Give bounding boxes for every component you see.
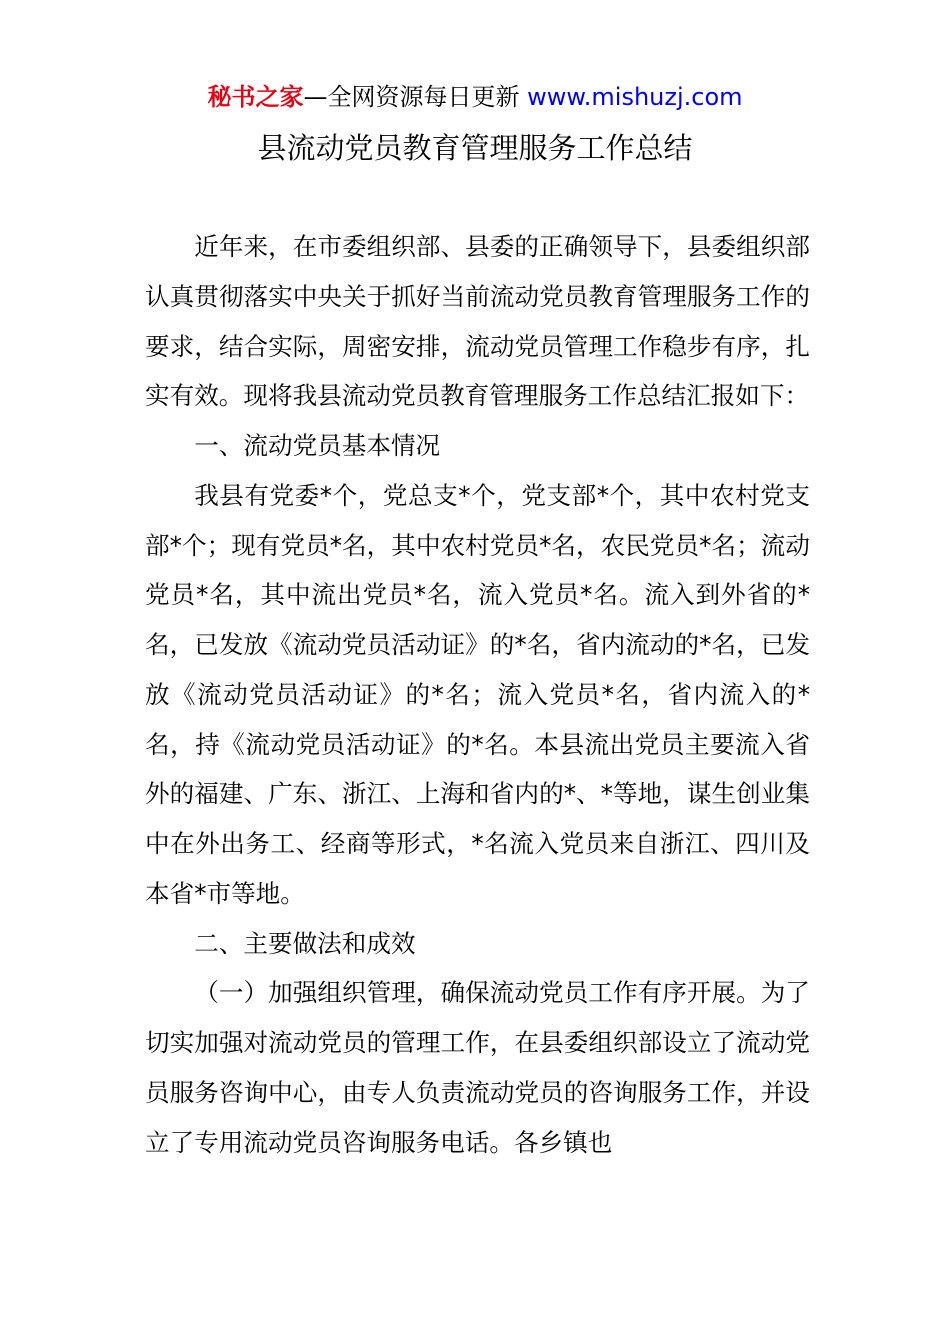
site-brand: 秘书之家	[207, 83, 304, 111]
paragraph-organization-management: （一）加强组织管理，确保流动党员工作有序开展。为了切实加强对流动党员的管理工作，在县委组织部设立了流动党员服务咨询中心，由专人负责流动党员的咨询服务工作，并设立了专用流动党员咨询服务电话。各乡镇也	[145, 978, 810, 1157]
section-heading-2: 二、主要做法和成效	[194, 928, 416, 958]
document-body	[145, 222, 810, 1167]
paragraph-basic-situation: 我县有党委*个，党总支*个，党支部*个，其中农村党支部*个；现有党员*名，其中农村党员*名，农民党员*名；流动党员*名，其中流出党员*名，流入党员*名。流入到外省的*名，已发放《流动党员活动证》的*名，省内流动的*名，已发放《流动党员活动证》的*名；流入党员*名，省内流入的*名，持《流动党员活动证》的*名。本县流出党员主要流入省外的福建、广东、浙江、上海和省内的*、*等地，谋生创业集中在外出务工、经商等形式，*名流入党员来自浙江、四川及本省*市等地。	[145, 480, 810, 908]
site-tagline: —全网资源每日更新	[303, 83, 528, 111]
site-url-link[interactable]: www.mishuzj.com	[527, 83, 743, 111]
section-heading-1: 一、流动党员基本情况	[194, 431, 441, 460]
site-header	[0, 80, 950, 114]
document-title: 县流动党员教育管理服务工作总结	[257, 131, 693, 165]
paragraph-intro: 近年来，在市委组织部、县委的正确领导下，县委组织部认真贯彻落实中央关于抓好当前流动党员教育管理服务工作的要求，结合实际，周密安排，流动党员管理工作稳步有序，扎实有效。现将我县流动党员教育管理服务工作总结汇报如下：	[145, 232, 810, 411]
